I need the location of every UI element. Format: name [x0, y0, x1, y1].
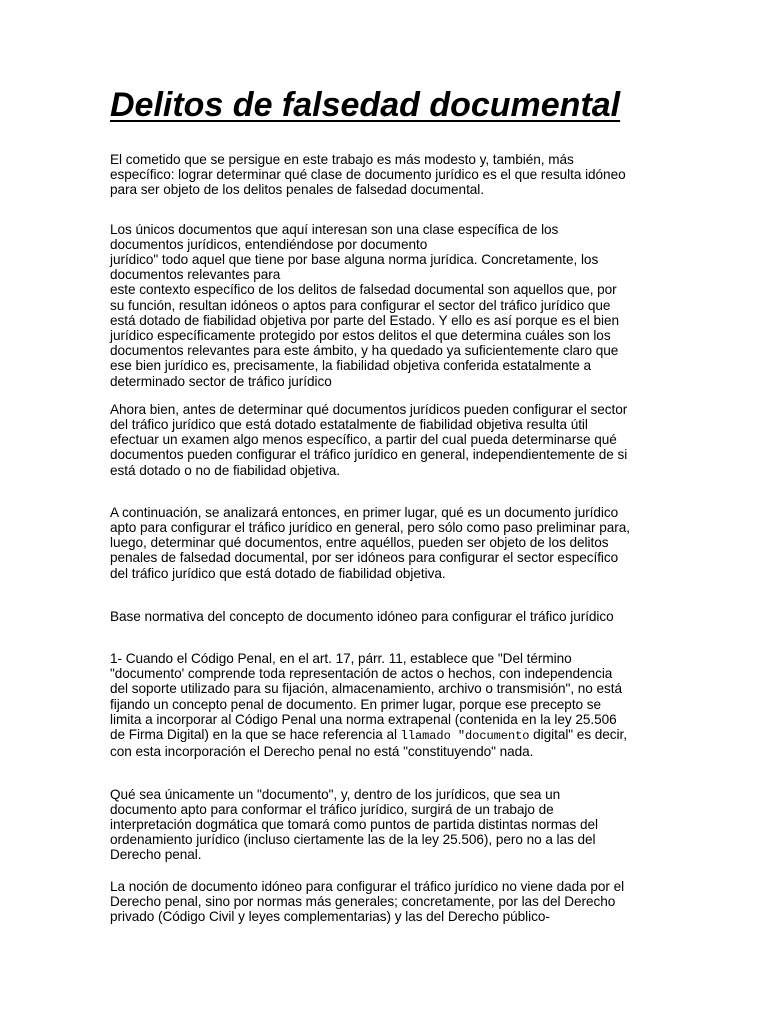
paragraph-3 — [110, 402, 662, 478]
text-line: este contexto específico de los delitos de falsedad documental son aquellos que, por — [110, 282, 617, 298]
text-line: Ahora bien, antes de determinar qué documentos jurídicos pueden configurar el sector — [110, 401, 628, 417]
text-line: limita a incorporar al Código Penal una norma extrapenal (contenida en la ley 25.506 — [110, 711, 617, 727]
text-line: ordenamiento jurídico (incluso ciertamente las de la ley 25.506), pero no a las del — [110, 832, 596, 848]
text-line: Qué sea únicamente un "documento", y, dentro de los jurídicos, que sea un — [110, 786, 561, 802]
text-line: determinado sector de tráfico jurídico — [110, 373, 332, 389]
text-line: jurídico específicamente protegido por estos delitos el que determina cuáles son los — [110, 328, 611, 344]
paragraph-5 — [110, 651, 662, 759]
text-line: luego, determinar qué documentos, entre aquéllos, pueden ser objeto de los delitos — [110, 535, 609, 551]
text-line: fijando un concepto penal de documento. En primer lugar, porque ese precepto se — [110, 696, 602, 712]
paragraph-4 — [110, 505, 662, 581]
text-line: documentos jurídicos, entendiéndose por documento — [110, 236, 428, 252]
text-line: "documento' comprende toda representación de actos o hechos, con independencia — [110, 666, 613, 682]
document-page — [110, 84, 662, 924]
text-line: documentos relevantes para — [110, 267, 281, 283]
text-line: con esta incorporación el Derecho penal no está "constituyendo" nada. — [110, 744, 534, 760]
text-line: está dotado o no de fiabilidad objetiva. — [110, 462, 341, 478]
paragraph-1 — [110, 152, 662, 198]
text-line: privado (Código Civil y leyes complementarias) y las del Derecho público- — [110, 908, 550, 924]
paragraph-6 — [110, 787, 662, 863]
text-line: Base normativa del concepto de documento idóneo para configurar el tráfico jurídico — [110, 608, 614, 624]
text-line: su función, resultan idóneos o aptos para configurar el sector del tráfico jurídico que — [110, 297, 611, 313]
text-line: 1- Cuando el Código Penal, en el art. 17, párr. 11, establece que "Del término — [110, 651, 572, 667]
text-line: documentos pueden configurar el tráfico jurídico en general, independientemente de si — [110, 447, 628, 463]
text-line: La noción de documento idóneo para configurar el tráfico jurídico no viene dada por el — [110, 878, 625, 894]
text-line: está dotado de fiabilidad objetiva por parte del Estado. Y ello es así porque es el bien — [110, 312, 619, 328]
text-line: El cometido que se persigue en este trabajo es más modesto y, también, más — [110, 152, 574, 167]
text-line: Los únicos documentos que aquí interesan son una clase específica de los — [110, 221, 559, 237]
text-line: apto para configurar el tráfico jurídico en general, pero sólo como paso preliminar para, — [110, 520, 630, 536]
text-line: documentos relevantes para este ámbito, y ha quedado ya suficientemente claro que — [110, 343, 619, 359]
paragraph-2 — [110, 222, 662, 389]
text-line: específico: lograr determinar qué clase de documento jurídico es el que resulta idóneo — [110, 167, 626, 183]
document-title: Delitos de falsedad documental — [110, 86, 621, 124]
text-line: A continuación, se analizará entonces, en primer lugar, qué es un documento jurídico — [110, 504, 619, 520]
text-line — [110, 727, 662, 744]
text-fragment: digital" es decir, — [529, 727, 627, 743]
text-fragment: llamado "documento — [400, 729, 530, 744]
text-fragment: de Firma Digital) en la que se hace referencia al — [110, 727, 401, 743]
text-line: documento apto para conformar el tráfico jurídico, surgirá de un trabajo de — [110, 801, 554, 817]
text-line: penales de falsedad documental, por ser idóneos para configurar el sector específico — [110, 550, 619, 566]
text-line: efectuar un examen algo menos específico, a partir del cual pueda determinarse qué — [110, 432, 617, 448]
text-line: Derecho penal. — [110, 847, 202, 863]
section-heading — [110, 609, 662, 624]
text-line: del tráfico jurídico que está dotado estatalmente de fiabilidad objetiva resulta útil — [110, 417, 588, 433]
text-line: jurídico" todo aquel que tiene por base alguna norma jurídica. Concretamente, los — [110, 252, 599, 268]
text-line: para ser objeto de los delitos penales de falsedad documental. — [110, 182, 485, 198]
text-line: del soporte utilizado para su fijación, almacenamiento, archivo o transmisión", no está — [110, 681, 623, 697]
text-line: interpretación dogmática que tomará como puntos de partida distintas normas del — [110, 816, 598, 832]
text-line: ese bien jurídico es, precisamente, la fiabilidad objetiva conferida estatalmente a — [110, 358, 591, 374]
text-line: del tráfico jurídico que está dotado de fiabilidad objetiva. — [110, 565, 446, 581]
paragraph-7 — [110, 879, 662, 925]
text-line: Derecho penal, sino por normas más generales; concretamente, por las del Derecho — [110, 893, 616, 909]
